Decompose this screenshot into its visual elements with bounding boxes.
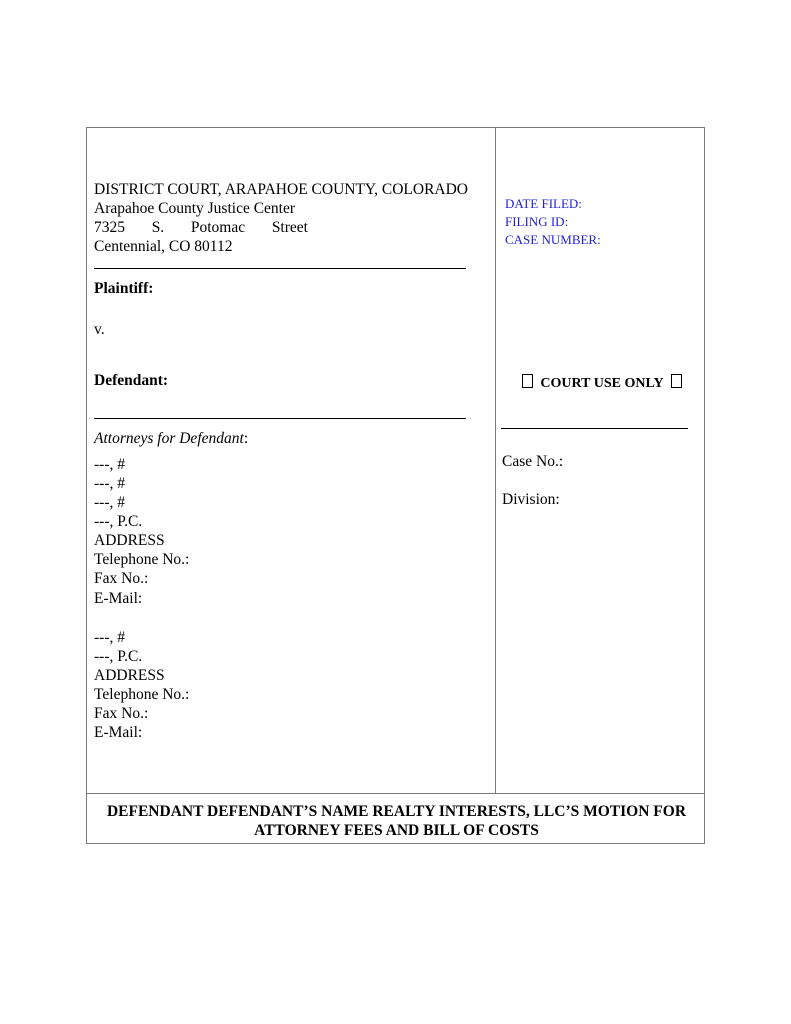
court-street	[94, 218, 308, 237]
street-direction: S.	[151, 219, 165, 236]
document-title-line-1: DEFENDANT DEFENDANT’S NAME REALTY INTERESTS, LLC’S MOTION FOR	[106, 803, 687, 820]
court-name: DISTRICT COURT, ARAPAHOE COUNTY, COLORADO	[94, 181, 468, 198]
attorneys-heading	[94, 429, 248, 448]
caption-table	[86, 127, 705, 844]
attorneys-heading-colon: :	[243, 430, 249, 447]
attorney-telephone: Telephone No.:	[94, 686, 190, 703]
attorney-fax: Fax No.:	[94, 570, 149, 587]
case-number-stamp: CASE NUMBER:	[505, 232, 601, 247]
attorney-fax: Fax No.:	[94, 705, 149, 722]
plaintiff-label: Plaintiff:	[94, 280, 154, 297]
court-city: Centennial, CO 80112	[94, 238, 233, 255]
case-no-label: Case No.:	[502, 453, 564, 470]
attorney-line: ---, #	[94, 456, 125, 473]
court-use-rule	[501, 428, 688, 429]
attorney-address: ADDRESS	[94, 532, 165, 549]
attorney-email: E-Mail:	[94, 724, 143, 741]
attorney-line: ---, #	[94, 475, 125, 492]
versus-label: v.	[94, 321, 105, 338]
attorney-line: ---, #	[94, 494, 125, 511]
street-number: 7325	[94, 219, 125, 236]
street-type: Street	[271, 219, 308, 236]
attorney-address: ADDRESS	[94, 667, 165, 684]
street-name: Potomac	[190, 219, 246, 236]
court-center: Arapahoe County Justice Center	[94, 200, 296, 217]
attorney-telephone: Telephone No.:	[94, 551, 190, 568]
court-use-only	[507, 374, 697, 392]
defendant-label: Defendant:	[94, 372, 169, 389]
checkbox-glyph-icon	[671, 374, 682, 388]
attorney-email: E-Mail:	[94, 590, 143, 607]
attorney-firm: ---, P.C.	[94, 648, 143, 665]
court-use-only-label: COURT USE ONLY	[540, 376, 664, 391]
division-label: Division:	[502, 491, 560, 508]
checkbox-glyph-icon	[522, 374, 533, 388]
attorneys-heading-text: Attorneys for Defendant	[94, 430, 244, 447]
parties-rule	[94, 418, 466, 419]
filing-id-stamp: FILING ID:	[505, 214, 569, 229]
attorney-line: ---, #	[94, 629, 125, 646]
column-divider	[495, 128, 496, 793]
document-title	[87, 794, 706, 840]
date-filed-stamp: DATE FILED:	[505, 196, 582, 211]
document-title-line-2: ATTORNEY FEES AND BILL OF COSTS	[254, 822, 539, 839]
attorney-firm: ---, P.C.	[94, 513, 143, 530]
court-rule	[94, 268, 466, 269]
